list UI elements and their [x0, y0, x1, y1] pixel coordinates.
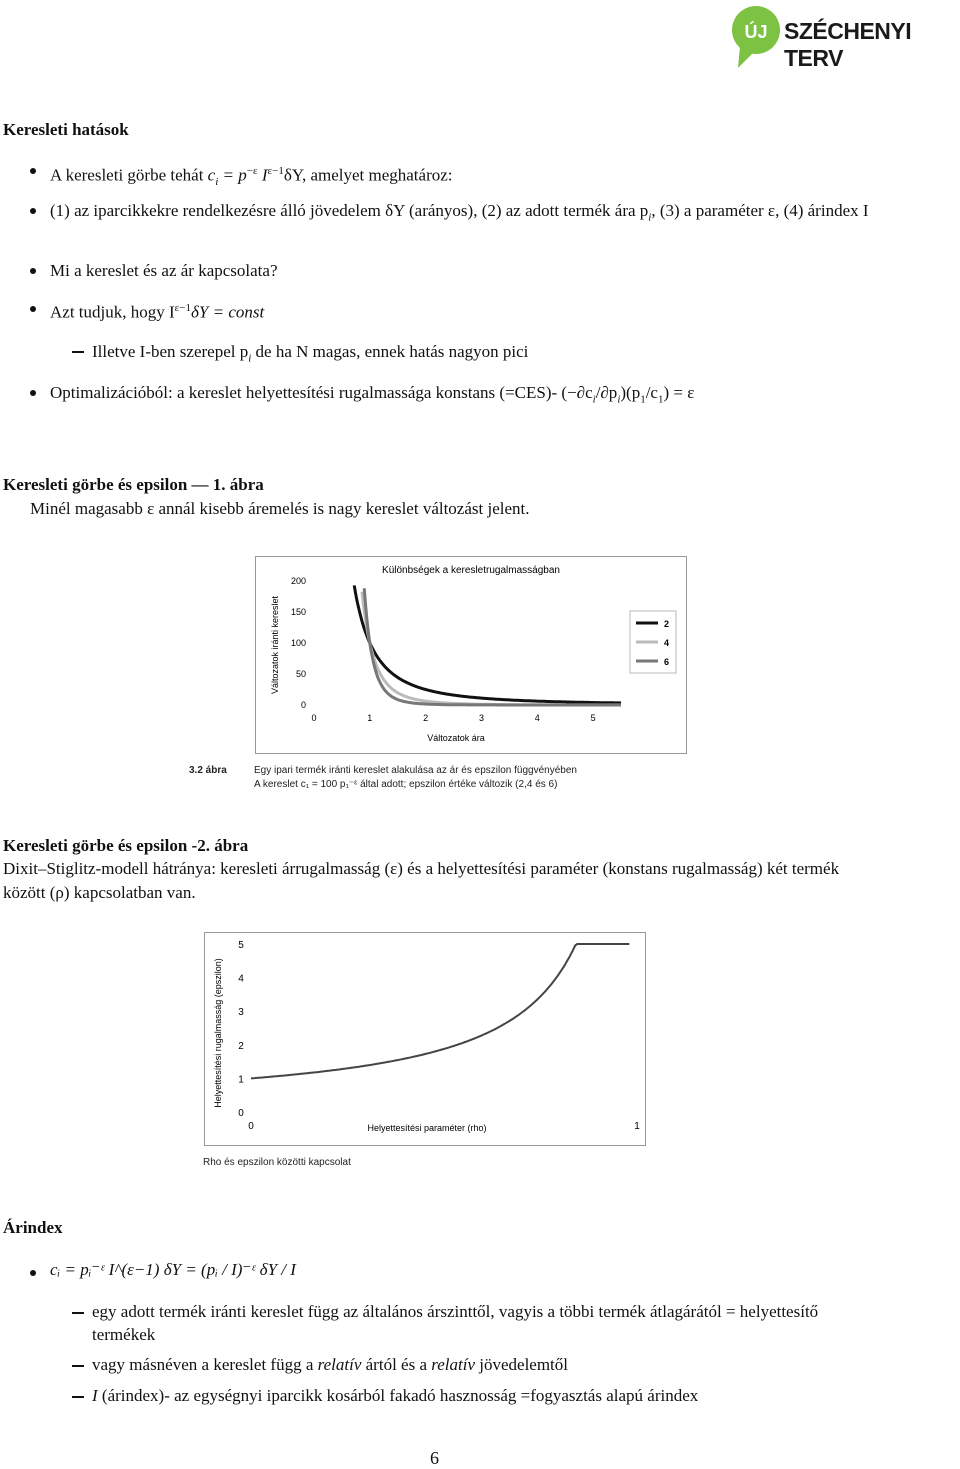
chart2-xtick-label: 1 — [634, 1121, 640, 1132]
bullet-icon — [30, 168, 36, 174]
bullet-icon — [30, 1270, 36, 1276]
formula-item: cᵢ = pᵢ⁻ᵋ I^(ε−1) δY = (pᵢ / I)⁻ᵋ δY / I — [50, 1260, 296, 1279]
sub-list-item: vagy másnéven a kereslet függ a relatív ártól és a relatív jövedelemtől — [92, 1355, 569, 1374]
chart1-ytick-label: 100 — [290, 638, 306, 648]
figure-1-caption-number: 3.2 ábra — [189, 765, 227, 776]
list-item: (1) az iparcikkekre rendelkezésre álló jövedelem δY (arányos), (2) az adott termék ára $p_i$, (3) a paraméter ε, (4) árindex I — [50, 201, 869, 224]
logo-name: SZÉCHENYI TERV — [784, 18, 912, 71]
chart2-xtick-label: 0 — [248, 1121, 254, 1132]
section-text: Minél magasabb ε annál kisebb áremelés is nagy kereslet változást jelent. — [30, 499, 530, 518]
chart1-ytick-label: 50 — [295, 669, 306, 679]
chart2-ylabel: Helyettesítési rugalmasság (epszilon) — [213, 958, 223, 1108]
chart2-ytick-label: 1 — [238, 1074, 244, 1086]
chart1-title: Különbségek a keresletrugalmasságban — [382, 565, 560, 576]
bullet-icon — [30, 306, 36, 312]
sub-list-item: egy adott termék iránti kereslet függ az általános árszinttől, vagyis a többi termék átlagárától = helyettesítő termékek — [92, 1302, 819, 1344]
chart-figure-2 — [204, 932, 646, 1146]
list-item: Optimalizációból: a kereslet helyettesítési rugalmassága konstans (=CES)- $(-\partial c_i/\partial p_i)(p_1/c_1) = \varepsilon$ — [50, 383, 695, 406]
chart1-series-2 — [354, 585, 621, 703]
chart1-xlabel: Változatok ára — [427, 733, 485, 743]
sub-list-item: I (árindex)- az egységnyi iparcikk kosárból fakadó hasznosság =fogyasztás alapú árindex — [92, 1386, 699, 1405]
chart1-legend-label: 2 — [664, 619, 670, 629]
list-item: Azt tudjuk, hogy $I^{\varepsilon-1}\delta Y$ = const — [50, 302, 265, 322]
chart1-xtick-label: 2 — [423, 713, 429, 723]
section-heading-figure-1: Keresleti görbe és epsilon — 1. ábra — [3, 475, 264, 494]
chart1-xtick-label: 0 — [311, 713, 317, 723]
chart1-legend-label: 4 — [664, 638, 670, 648]
bullet-icon — [30, 208, 36, 214]
chart1-xtick-label: 1 — [367, 713, 373, 723]
section-heading-arindex: Árindex — [3, 1218, 63, 1237]
chart2-ytick-label: 3 — [238, 1007, 244, 1019]
figure-2-caption: Rho és epszilon közötti kapcsolat — [203, 1157, 351, 1168]
figure-1-caption-text: Egy ipari termék iránti kereslet alakulása az ár és epszilon függvényében — [254, 765, 577, 776]
figure-1-caption-line2: A kereslet c₁ = 100 p₁⁻ᵋ által adott; epszilon értéke változik (2,4 és 6) — [254, 779, 558, 790]
chart1-ytick-label: 150 — [290, 607, 306, 617]
dash-icon — [72, 1365, 84, 1367]
chart1-xtick-label: 4 — [534, 713, 540, 723]
chart2-ytick-label: 0 — [238, 1108, 244, 1119]
chart1-xtick-label: 5 — [590, 713, 596, 723]
chart2-ytick-label: 5 — [238, 940, 244, 951]
list-item: A keresleti görbe tehát $c_i = p^{-\varepsilon}$ $I^{\varepsilon-1}\delta Y$, amelyet meghatároz: — [50, 165, 453, 189]
section-heading-keresleti-hatasok: Keresleti hatások — [3, 120, 129, 139]
chart1-ylabel: Változatok iránti kereslet — [270, 595, 280, 695]
logo-badge-text: ÚJ — [744, 22, 768, 42]
chart2-ytick-label: 4 — [238, 973, 244, 985]
chart1-xtick-label: 3 — [478, 713, 484, 723]
dash-icon — [72, 351, 84, 353]
chart1-svg — [256, 557, 686, 753]
chart1-ytick-label: 200 — [290, 576, 306, 586]
sub-list-item: Illetve I-ben szerepel $p_i$ de ha N magas, ennek hatás nagyon pici — [92, 342, 529, 365]
chart1-legend-label: 6 — [664, 657, 670, 667]
chart1-series-4 — [362, 592, 621, 705]
chart2-ytick-label: 2 — [238, 1040, 244, 1052]
chart2-svg — [205, 933, 645, 1145]
list-item: Mi a kereslet és az ár kapcsolata? — [50, 261, 278, 280]
section-text: Dixit–Stiglitz-modell hátránya: keresleti árrugalmasság (ε) és a helyettesítési paraméter (konstans rugalmasság) két termék között (ρ) kapcsolatban van. — [3, 859, 840, 902]
dash-icon — [72, 1396, 84, 1398]
page-number: 6 — [430, 1448, 439, 1468]
chart2-series-line — [251, 944, 629, 1078]
dash-icon — [72, 1312, 84, 1314]
bullet-icon — [30, 390, 36, 396]
chart2-xlabel: Helyettesítési paraméter (rho) — [367, 1123, 487, 1133]
chart1-series-6 — [364, 588, 621, 705]
chart1-ytick-label: 0 — [300, 700, 306, 710]
section-heading-figure-2: Keresleti görbe és epsilon -2. ábra — [3, 836, 249, 855]
bullet-icon — [30, 268, 36, 274]
chart-figure-1 — [255, 556, 687, 754]
